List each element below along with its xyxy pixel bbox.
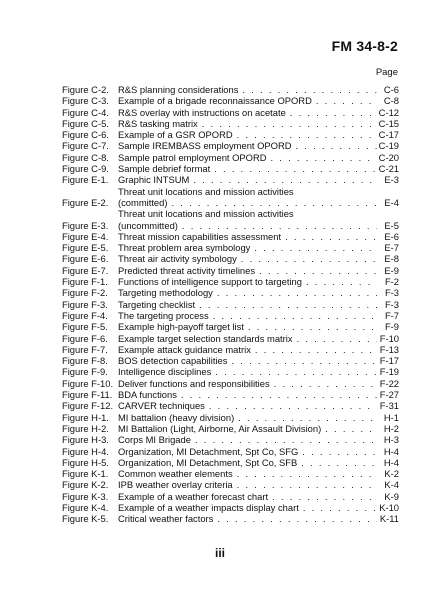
- page-number: F-19: [379, 366, 399, 378]
- figure-title-final-line: [118, 152, 399, 163]
- figure-title: Critical weather factors: [118, 513, 214, 525]
- dot-leader: [237, 479, 377, 490]
- figure-title: CARVER techniques: [118, 400, 205, 412]
- figure-entry: [118, 310, 399, 321]
- dot-leader: [285, 231, 377, 242]
- page-number: F-27: [379, 389, 399, 401]
- figure-label: Figure K-2.: [62, 479, 109, 491]
- figure-title: Functions of intelligence support to targeting: [118, 276, 302, 288]
- figure-title: Common weather elements: [118, 468, 233, 480]
- page-number: K-11: [379, 513, 399, 525]
- page-number: F-17: [379, 355, 399, 367]
- figure-title-final-line: [118, 310, 399, 321]
- figure-label: Figure K-5.: [62, 513, 109, 525]
- page-number: F-3: [384, 298, 399, 310]
- figure-title: Corps MI Brigade: [118, 434, 191, 446]
- toc-row: [62, 355, 399, 366]
- figure-entry: [118, 84, 399, 95]
- dot-leader: [214, 163, 376, 174]
- page-number: F-7: [384, 309, 399, 321]
- figure-entry: [118, 242, 399, 253]
- toc-row: [62, 265, 399, 276]
- figure-label: Figure C-3.: [62, 95, 109, 107]
- figure-entry: [118, 412, 399, 423]
- toc-row: [62, 118, 399, 129]
- figure-title: R&S overlay with instructions on acetate: [118, 106, 286, 118]
- toc-row: [62, 107, 399, 118]
- figure-label: Figure C-5.: [62, 117, 109, 129]
- figure-title-final-line: [118, 140, 399, 151]
- figure-title: Organization, MI Detachment, Spt Co, SFB: [118, 456, 298, 468]
- figure-label: Figure H-3.: [62, 434, 109, 446]
- figure-title-final-line: [118, 197, 399, 208]
- dot-leader: [209, 400, 377, 411]
- figure-label: Figure K-1.: [62, 468, 109, 480]
- figure-entry: [118, 513, 399, 524]
- figure-title: Threat problem area symbology: [118, 242, 251, 254]
- figure-entry: [118, 468, 399, 479]
- figure-entry: [118, 446, 399, 457]
- page-number: F-2: [384, 276, 399, 288]
- figure-label: Figure F-9.: [62, 366, 108, 378]
- toc-row: [62, 400, 399, 411]
- dot-leader: [272, 491, 377, 502]
- figure-label: Figure E-7.: [62, 264, 109, 276]
- figure-title-final-line: [118, 457, 399, 468]
- page-number: F-22: [379, 377, 399, 389]
- figure-entry: [118, 400, 399, 411]
- figure-label: Figure C-7.: [62, 140, 109, 152]
- toc-row: [62, 321, 399, 332]
- toc-row: [62, 140, 399, 151]
- toc-row: [62, 457, 399, 468]
- figure-entry: [118, 502, 399, 513]
- figure-title-final-line: [118, 287, 399, 298]
- toc-row: [62, 287, 399, 298]
- toc-row: [62, 152, 399, 163]
- figure-entry: [118, 95, 399, 106]
- page-number: H-4: [383, 456, 399, 468]
- figure-title: (uncommitted): [118, 219, 178, 231]
- dot-leader: [231, 355, 377, 366]
- page-number: E-8: [384, 253, 399, 265]
- figure-entry: [118, 355, 399, 366]
- toc-row: [62, 84, 399, 95]
- dot-leader: [241, 253, 377, 264]
- figure-label: Figure C-8.: [62, 151, 109, 163]
- figure-entry: [118, 423, 399, 434]
- figure-label: Figure F-4.: [62, 309, 108, 321]
- figure-label: Figure H-1.: [62, 411, 109, 423]
- figure-title-final-line: [118, 129, 399, 140]
- dot-leader: [217, 513, 377, 524]
- document-id: FM 34-8-2: [331, 38, 398, 54]
- figure-title: Intelligence disciplines: [118, 366, 212, 378]
- dot-leader: [303, 502, 377, 513]
- page-number: C-17: [378, 129, 399, 141]
- page-number: C-15: [378, 117, 399, 129]
- figure-label: Figure F-1.: [62, 276, 108, 288]
- figure-title: Predicted threat activity timelines: [118, 264, 256, 276]
- figure-label: Figure F-12.: [62, 400, 114, 412]
- figure-title-final-line: [118, 253, 399, 264]
- page-number: K-2: [384, 468, 399, 480]
- figure-entry: [118, 321, 399, 332]
- toc-row: [62, 253, 399, 264]
- figure-title-final-line: [118, 423, 399, 434]
- dot-leader: [325, 423, 377, 434]
- figure-label: Figure H-5.: [62, 456, 109, 468]
- figure-title-final-line: [118, 84, 399, 95]
- figure-entry: [118, 152, 399, 163]
- dot-leader: [274, 378, 377, 389]
- figure-label: Figure F-5.: [62, 321, 108, 333]
- dot-leader: [259, 265, 377, 276]
- figure-title: Example of a weather impacts display chart: [118, 501, 299, 513]
- figure-entry: [118, 174, 399, 185]
- toc-row: [62, 242, 399, 253]
- figure-entry: [118, 299, 399, 310]
- figure-label: Figure E-6.: [62, 253, 109, 265]
- page-number: K-9: [384, 490, 399, 502]
- figure-title-final-line: [118, 479, 399, 490]
- toc-row: [62, 434, 399, 445]
- figure-title: R&S planning considerations: [118, 84, 239, 95]
- dot-leader: [271, 152, 377, 163]
- toc-row: [62, 344, 399, 355]
- figure-entry: [118, 287, 399, 298]
- toc-row: [62, 378, 399, 389]
- dot-leader: [296, 140, 377, 151]
- figure-title: R&S tasking matrix: [118, 117, 198, 129]
- page-number: H-2: [383, 422, 399, 434]
- dot-leader: [297, 333, 377, 344]
- figure-entry: [118, 344, 399, 355]
- figure-label: Figure E-3.: [62, 219, 109, 231]
- figure-entry: [118, 366, 399, 377]
- dot-leader: [237, 129, 377, 140]
- page-number: F-10: [379, 332, 399, 344]
- figure-title: (committed): [118, 196, 168, 208]
- dot-leader: [182, 220, 377, 231]
- figure-title-final-line: [118, 502, 399, 513]
- dot-leader: [254, 242, 377, 253]
- figure-entry: [118, 231, 399, 242]
- figure-title: Sample debrief format: [118, 163, 211, 175]
- figure-title-final-line: [118, 355, 399, 366]
- figure-title: Example target selection standards matrix: [118, 332, 293, 344]
- dot-leader: [202, 118, 377, 129]
- page-number: C-21: [378, 163, 399, 175]
- figure-entry: [118, 333, 399, 344]
- toc-row: [62, 513, 399, 524]
- toc-row: [62, 186, 399, 209]
- figure-entry: [118, 208, 399, 231]
- figure-title-final-line: [118, 389, 399, 400]
- figure-entry: [118, 140, 399, 151]
- toc-row: [62, 174, 399, 185]
- dot-leader: [237, 468, 377, 479]
- page-folio: iii: [214, 546, 225, 560]
- list-of-figures: [62, 84, 399, 525]
- toc-row: [62, 208, 399, 231]
- figure-title-final-line: [118, 321, 399, 332]
- figure-title: Example high-payoff target list: [118, 321, 244, 333]
- figure-label: Figure E-1.: [62, 174, 109, 186]
- figure-title-final-line: [118, 220, 399, 231]
- figure-entry: [118, 163, 399, 174]
- figure-title-final-line: [118, 231, 399, 242]
- figure-title: Sample patrol employment OPORD: [118, 151, 267, 163]
- dot-leader: [290, 107, 377, 118]
- toc-row: [62, 231, 399, 242]
- page-number: F-31: [379, 400, 399, 412]
- page-number: E-6: [384, 230, 399, 242]
- dot-leader: [213, 310, 377, 321]
- figure-entry: [118, 378, 399, 389]
- figure-title-final-line: [118, 344, 399, 355]
- figure-title: Sample IREMBASS employment OPORD: [118, 140, 292, 152]
- figure-title-final-line: [118, 276, 399, 287]
- figure-label: Figure K-4.: [62, 501, 109, 513]
- figure-entry: [118, 434, 399, 445]
- figure-label: Figure F-7.: [62, 343, 108, 355]
- dot-leader: [199, 299, 377, 310]
- figure-title: Deliver functions and responsibilities: [118, 377, 270, 389]
- figure-entry: [118, 253, 399, 264]
- toc-row: [62, 502, 399, 513]
- figure-entry: [118, 186, 399, 209]
- figure-title: Example of a GSR OPORD: [118, 129, 233, 141]
- dot-leader: [316, 95, 377, 106]
- dot-leader: [195, 434, 377, 445]
- toc-row: [62, 299, 399, 310]
- dot-leader: [248, 321, 377, 332]
- figure-title: Example of a weather forecast chart: [118, 490, 269, 502]
- figure-title: Targeting methodology: [118, 287, 213, 299]
- figure-title-line: Threat unit locations and mission activities: [118, 208, 294, 220]
- dot-leader: [171, 197, 377, 208]
- toc-row: [62, 366, 399, 377]
- figure-title: Example of a brigade reconnaissance OPORD: [118, 95, 312, 107]
- figure-title-final-line: [118, 400, 399, 411]
- page-column-heading: Page: [375, 67, 398, 78]
- page-number: H-3: [383, 434, 399, 446]
- figure-label: Figure F-8.: [62, 355, 108, 367]
- page-number: F-13: [379, 343, 399, 355]
- figure-title-final-line: [118, 513, 399, 524]
- figure-entry: [118, 276, 399, 287]
- toc-row: [62, 389, 399, 400]
- figure-label: Figure F-10.: [62, 377, 114, 389]
- figure-title-final-line: [118, 299, 399, 310]
- figure-title: IPB weather overlay criteria: [118, 479, 233, 491]
- figure-label: Figure H-4.: [62, 445, 109, 457]
- toc-row: [62, 276, 399, 287]
- figure-title-final-line: [118, 412, 399, 423]
- page-number: E-7: [384, 242, 399, 254]
- page-number: K-4: [384, 479, 399, 491]
- figure-title-final-line: [118, 333, 399, 344]
- figure-title-final-line: [118, 366, 399, 377]
- figure-entry: [118, 107, 399, 118]
- page-number: E-4: [384, 196, 399, 208]
- page-number: C-20: [378, 151, 399, 163]
- figure-entry: [118, 129, 399, 140]
- figure-title: MI Battalion (Light, Airborne, Air Assault Division): [118, 422, 322, 434]
- dot-leader: [306, 276, 377, 287]
- page-number: K-10: [379, 501, 399, 513]
- figure-label: Figure C-2.: [62, 84, 109, 95]
- page-number: F-3: [384, 287, 399, 299]
- toc-row: [62, 423, 399, 434]
- figure-label: Figure E-2.: [62, 196, 109, 208]
- page-number: E-3: [384, 174, 399, 186]
- figure-title-final-line: [118, 107, 399, 118]
- toc-row: [62, 491, 399, 502]
- page-number: C-6: [383, 84, 399, 95]
- toc-row: [62, 333, 399, 344]
- toc-row: [62, 163, 399, 174]
- page-number: E-5: [384, 219, 399, 231]
- figure-title-final-line: [118, 446, 399, 457]
- figure-title-final-line: [118, 434, 399, 445]
- figure-title: Targeting checklist: [118, 298, 196, 310]
- page-number: E-9: [384, 264, 399, 276]
- dot-leader: [193, 174, 377, 185]
- figure-title-final-line: [118, 174, 399, 185]
- figure-label: Figure E-4.: [62, 230, 109, 242]
- dot-leader: [217, 287, 377, 298]
- figure-title-final-line: [118, 378, 399, 389]
- figure-label: Figure C-4.: [62, 106, 109, 118]
- figure-label: Figure C-6.: [62, 129, 109, 141]
- figure-label: Figure F-3.: [62, 298, 108, 310]
- figure-label: Figure F-6.: [62, 332, 108, 344]
- figure-title: BDA functions: [118, 389, 177, 401]
- figure-title: Threat air activity symbology: [118, 253, 237, 265]
- figure-title-line: Threat unit locations and mission activities: [118, 185, 294, 197]
- figure-title-final-line: [118, 491, 399, 502]
- page-number: C-8: [383, 95, 399, 107]
- dot-leader: [301, 457, 377, 468]
- figure-entry: [118, 491, 399, 502]
- figure-label: Figure E-5.: [62, 242, 109, 254]
- figure-title: Graphic INTSUM: [118, 174, 190, 186]
- figure-label: Figure H-2.: [62, 422, 109, 434]
- page-number: H-1: [383, 411, 399, 423]
- figure-title: The targeting process: [118, 309, 209, 321]
- figure-title-final-line: [118, 163, 399, 174]
- dot-leader: [181, 389, 377, 400]
- figure-label: Figure F-2.: [62, 287, 108, 299]
- figure-title-final-line: [118, 118, 399, 129]
- page-number: C-12: [378, 106, 399, 118]
- figure-title: MI battalion (heavy division): [118, 411, 235, 423]
- toc-row: [62, 310, 399, 321]
- dot-leader: [242, 84, 377, 95]
- figure-entry: [118, 479, 399, 490]
- figure-title-final-line: [118, 242, 399, 253]
- toc-row: [62, 412, 399, 423]
- figure-label: Figure K-3.: [62, 490, 109, 502]
- figure-entry: [118, 457, 399, 468]
- toc-row: [62, 479, 399, 490]
- figure-title: Example attack guidance matrix: [118, 343, 251, 355]
- dot-leader: [302, 446, 377, 457]
- figure-title: Threat mission capabilities assessment: [118, 230, 282, 242]
- page-number: F-9: [384, 321, 399, 333]
- page-number: H-4: [383, 445, 399, 457]
- figure-title-final-line: [118, 95, 399, 106]
- toc-row: [62, 446, 399, 457]
- dot-leader: [255, 344, 377, 355]
- figure-entry: [118, 389, 399, 400]
- dot-leader: [215, 366, 377, 377]
- toc-row: [62, 468, 399, 479]
- figure-entry: [118, 265, 399, 276]
- figure-label: Figure F-11.: [62, 389, 113, 401]
- figure-title-final-line: [118, 468, 399, 479]
- figure-label: Figure C-9.: [62, 163, 109, 175]
- toc-row: [62, 95, 399, 106]
- figure-title: BOS detection capabilities: [118, 355, 228, 367]
- page-number: C-19: [378, 140, 399, 152]
- toc-row: [62, 129, 399, 140]
- figure-title: Organization, MI Detachment, Spt Co, SFG: [118, 445, 299, 457]
- dot-leader: [238, 412, 377, 423]
- figure-entry: [118, 118, 399, 129]
- figure-title-final-line: [118, 265, 399, 276]
